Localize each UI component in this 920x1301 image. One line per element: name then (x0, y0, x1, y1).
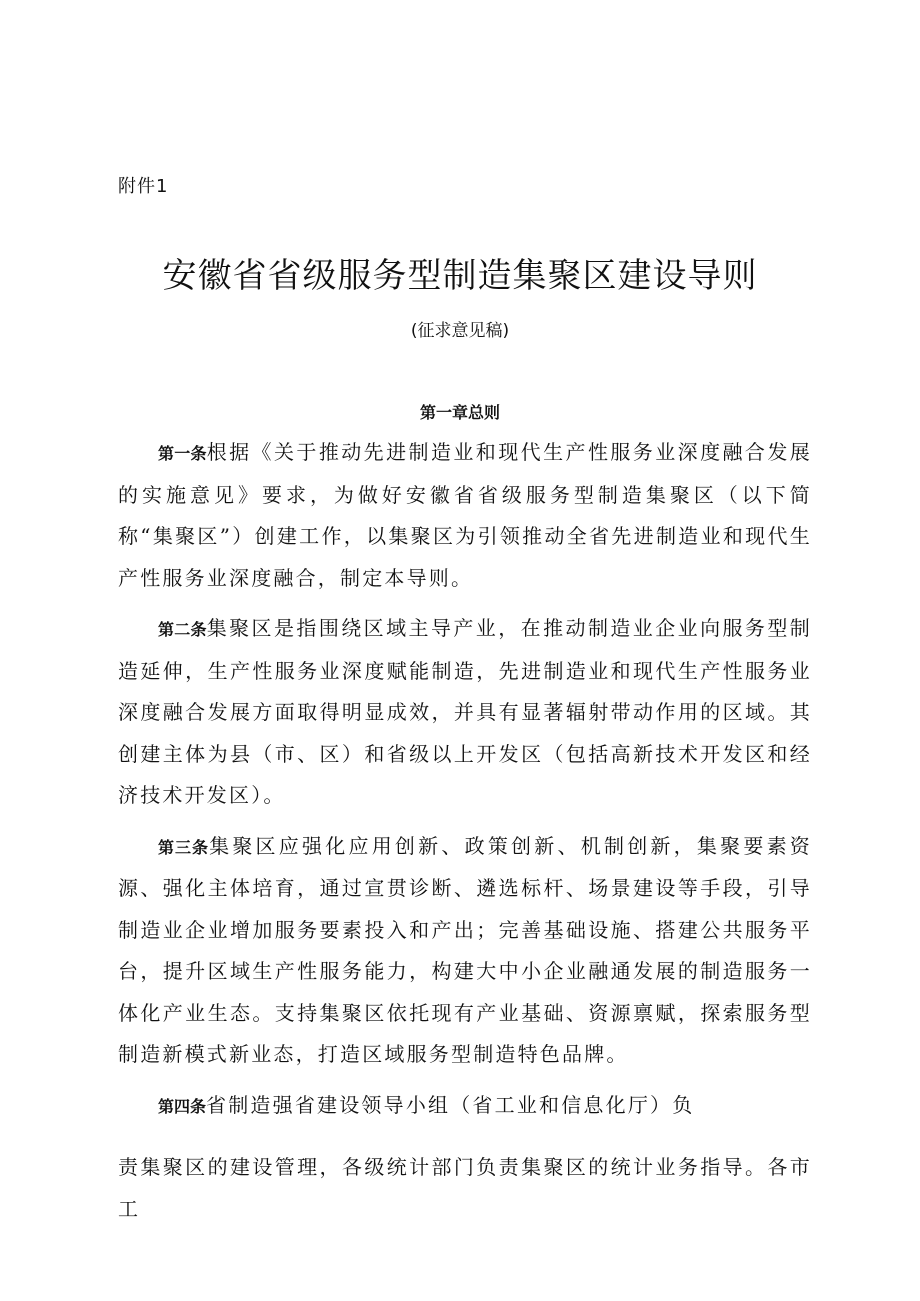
article-4-continuation: 责集聚区的建设管理，各级统计部门负责集聚区的统计业务指导。各市工 (118, 1155, 812, 1221)
document-subtitle: (征求意见稿) (410, 321, 510, 341)
article-2 (118, 608, 812, 817)
article-label: 第二条 (158, 620, 207, 639)
document-body (118, 432, 812, 1230)
article-label: 第一条 (158, 444, 207, 463)
chapter-heading: 第一章总则 (419, 403, 500, 422)
article-text: 集聚区应强化应用创新、政策创新、机制创新，集聚要素资源、强化主体培育，通过宣贯诊断、遴选标杆、场景建设等手段，引导制造业企业增加服务要素投入和产出；完善基础设施、搭建公共服务平台，提升区域生产性服务能力，构建大中小企业融通发展的制造服务一体化产业生态。支持集聚区依托现有产业基础、资源禀赋，探索服务型制造新模式新业态，打造区域服务型制造特色品牌。 (118, 833, 812, 1066)
article-text: 根据《关于推动先进制造业和现代生产性服务业深度融合发展的实施意见》要求，为做好安徽省省级服务型制造集聚区（以下简称“集聚区”）创建工作，以集聚区为引领推动全省先进制造业和现代生产性服务业深度融合，制定本导则。 (118, 440, 812, 590)
article-1 (118, 432, 812, 599)
article-text: 省制造强省建设领导小组（省工业和信息化厅）负 (206, 1092, 695, 1117)
article-text: 集聚区是指围绕区域主导产业，在推动制造业企业向服务型制造延伸，生产性服务业深度赋能制造，先进制造业和现代生产性服务业深度融合发展方面取得明显成效，并具有显著辐射带动作用的区域。其创建主体为县（市、区）和省级以上开发区（包括高新技术开发区和经济技术开发区）。 (118, 616, 812, 807)
article-3 (118, 826, 812, 1076)
article-4 (118, 1085, 812, 1128)
article-label: 第四条 (158, 1096, 207, 1116)
document-title: 安徽省省级服务型制造集聚区建设导则 (162, 256, 758, 296)
attachment-label: 附件1 (118, 176, 169, 197)
article-label: 第三条 (158, 837, 210, 857)
